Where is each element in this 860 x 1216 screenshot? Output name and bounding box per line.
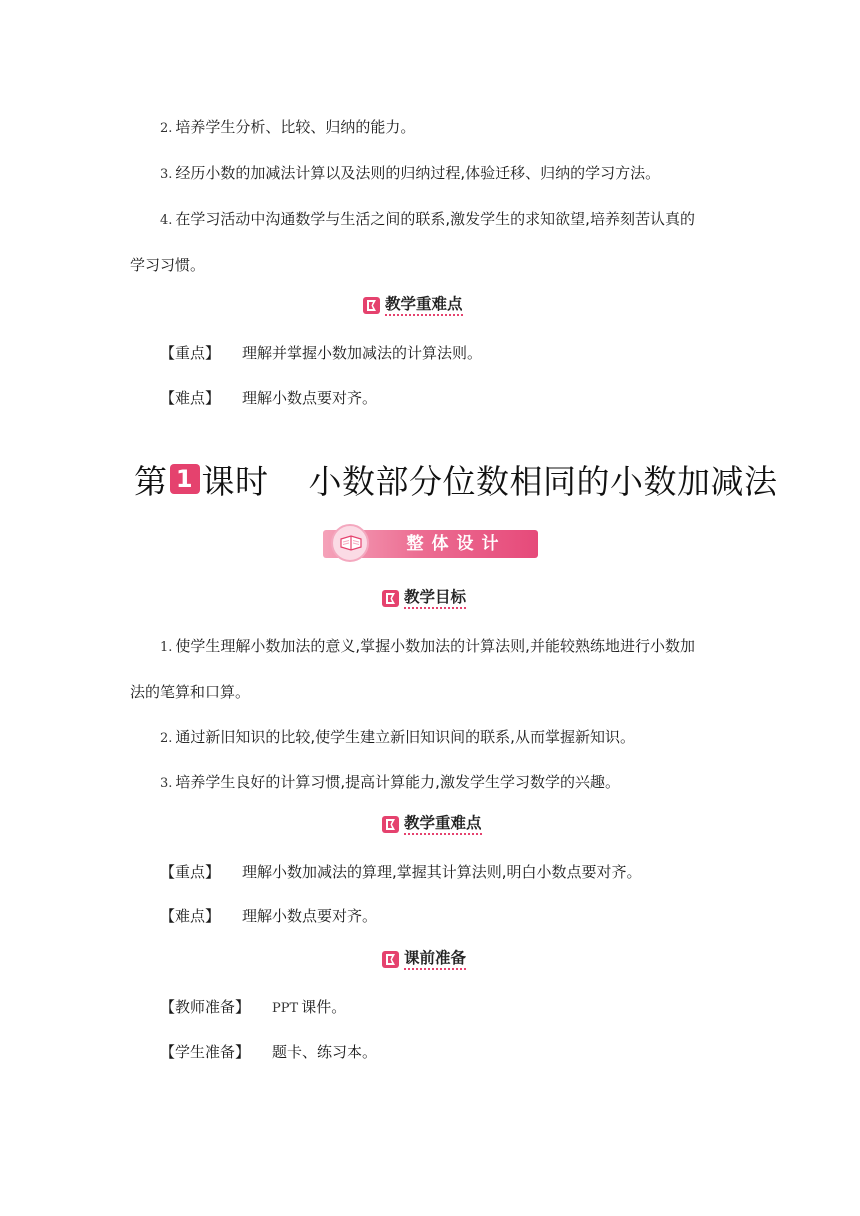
- teacher-prep-label: 【教师准备】: [160, 998, 251, 1016]
- key-point-text: 理解并掌握小数加减法的计算法则。: [242, 344, 483, 362]
- section-heading-text: 教学重难点: [404, 814, 482, 835]
- objective-4-continued: 学习习惯。: [130, 256, 206, 274]
- difficult-point-label: 【难点】: [160, 389, 221, 407]
- lesson-suffix: 课时: [201, 461, 269, 501]
- section-heading-key-difficult: [363, 293, 463, 317]
- bookmark-flag-icon: [382, 816, 399, 833]
- objective-2: [160, 117, 415, 139]
- overall-design-banner: [323, 530, 538, 558]
- key-point-row: [160, 343, 482, 363]
- difficult-point-row: [160, 388, 377, 408]
- lesson-objective-2: [160, 727, 635, 749]
- difficult-point-row-2: [160, 906, 377, 926]
- objective-number: 2.: [160, 731, 173, 746]
- lesson-number-badge: 1: [170, 464, 200, 494]
- lesson-objective-1-continued: 法的笔算和口算。: [130, 683, 251, 701]
- objective-text: 培养学生良好的计算习惯,提高计算能力,激发学生学习数学的兴趣。: [175, 773, 620, 791]
- banner-label: 整体设计: [406, 534, 507, 554]
- student-prep-text: 题卡、练习本。: [272, 1043, 378, 1061]
- objective-number: 3.: [160, 167, 173, 182]
- objective-number: 4.: [160, 213, 173, 228]
- key-point-label: 【重点】: [160, 344, 221, 362]
- difficult-point-text: 理解小数点要对齐。: [242, 907, 378, 925]
- section-heading-text: 教学重难点: [385, 295, 463, 316]
- objective-number: 1.: [160, 640, 173, 655]
- objective-text: 培养学生分析、比较、归纳的能力。: [175, 118, 416, 136]
- objective-text: 通过新旧知识的比较,使学生建立新旧知识间的联系,从而掌握新知识。: [175, 728, 635, 746]
- teacher-prep-row: [160, 997, 346, 1019]
- section-heading-key-difficult-2: [382, 812, 482, 836]
- banner-circle: [331, 524, 369, 562]
- key-point-row-2: [160, 862, 642, 882]
- student-prep-row: [160, 1042, 377, 1062]
- lesson-title: [134, 456, 778, 502]
- student-prep-label: 【学生准备】: [160, 1043, 251, 1061]
- lesson-prefix: 第: [134, 461, 168, 501]
- bookmark-flag-icon: [382, 951, 399, 968]
- teacher-prep-ppt: PPT: [272, 1001, 299, 1016]
- lesson-title-text: 小数部分位数相同的小数加减法: [308, 461, 778, 501]
- difficult-point-text: 理解小数点要对齐。: [242, 389, 378, 407]
- section-heading-text: 课前准备: [404, 949, 466, 970]
- section-heading-objectives: [382, 586, 466, 610]
- lesson-objective-3: [160, 772, 620, 794]
- objective-text: 在学习活动中沟通数学与生活之间的联系,激发学生的求知欲望,培养刻苦认真的: [175, 210, 695, 228]
- lesson-objective-1: [160, 636, 695, 658]
- open-book-icon: [339, 534, 363, 552]
- difficult-point-label: 【难点】: [160, 907, 221, 925]
- objective-number: 2.: [160, 121, 173, 136]
- bookmark-flag-icon: [382, 590, 399, 607]
- bookmark-flag-icon: [363, 297, 380, 314]
- teacher-prep-text: 课件。: [301, 998, 347, 1016]
- section-heading-text: 教学目标: [404, 588, 466, 609]
- key-point-text: 理解小数加减法的算理,掌握其计算法则,明白小数点要对齐。: [242, 863, 642, 881]
- key-point-label: 【重点】: [160, 863, 221, 881]
- objective-3: [160, 163, 660, 185]
- objective-text: 使学生理解小数加法的意义,掌握小数加法的计算法则,并能较熟练地进行小数加: [175, 637, 695, 655]
- objective-text: 经历小数的加减法计算以及法则的归纳过程,体验迁移、归纳的学习方法。: [175, 164, 661, 182]
- objective-number: 3.: [160, 776, 173, 791]
- section-heading-prep: [382, 947, 466, 971]
- objective-4: [160, 209, 695, 231]
